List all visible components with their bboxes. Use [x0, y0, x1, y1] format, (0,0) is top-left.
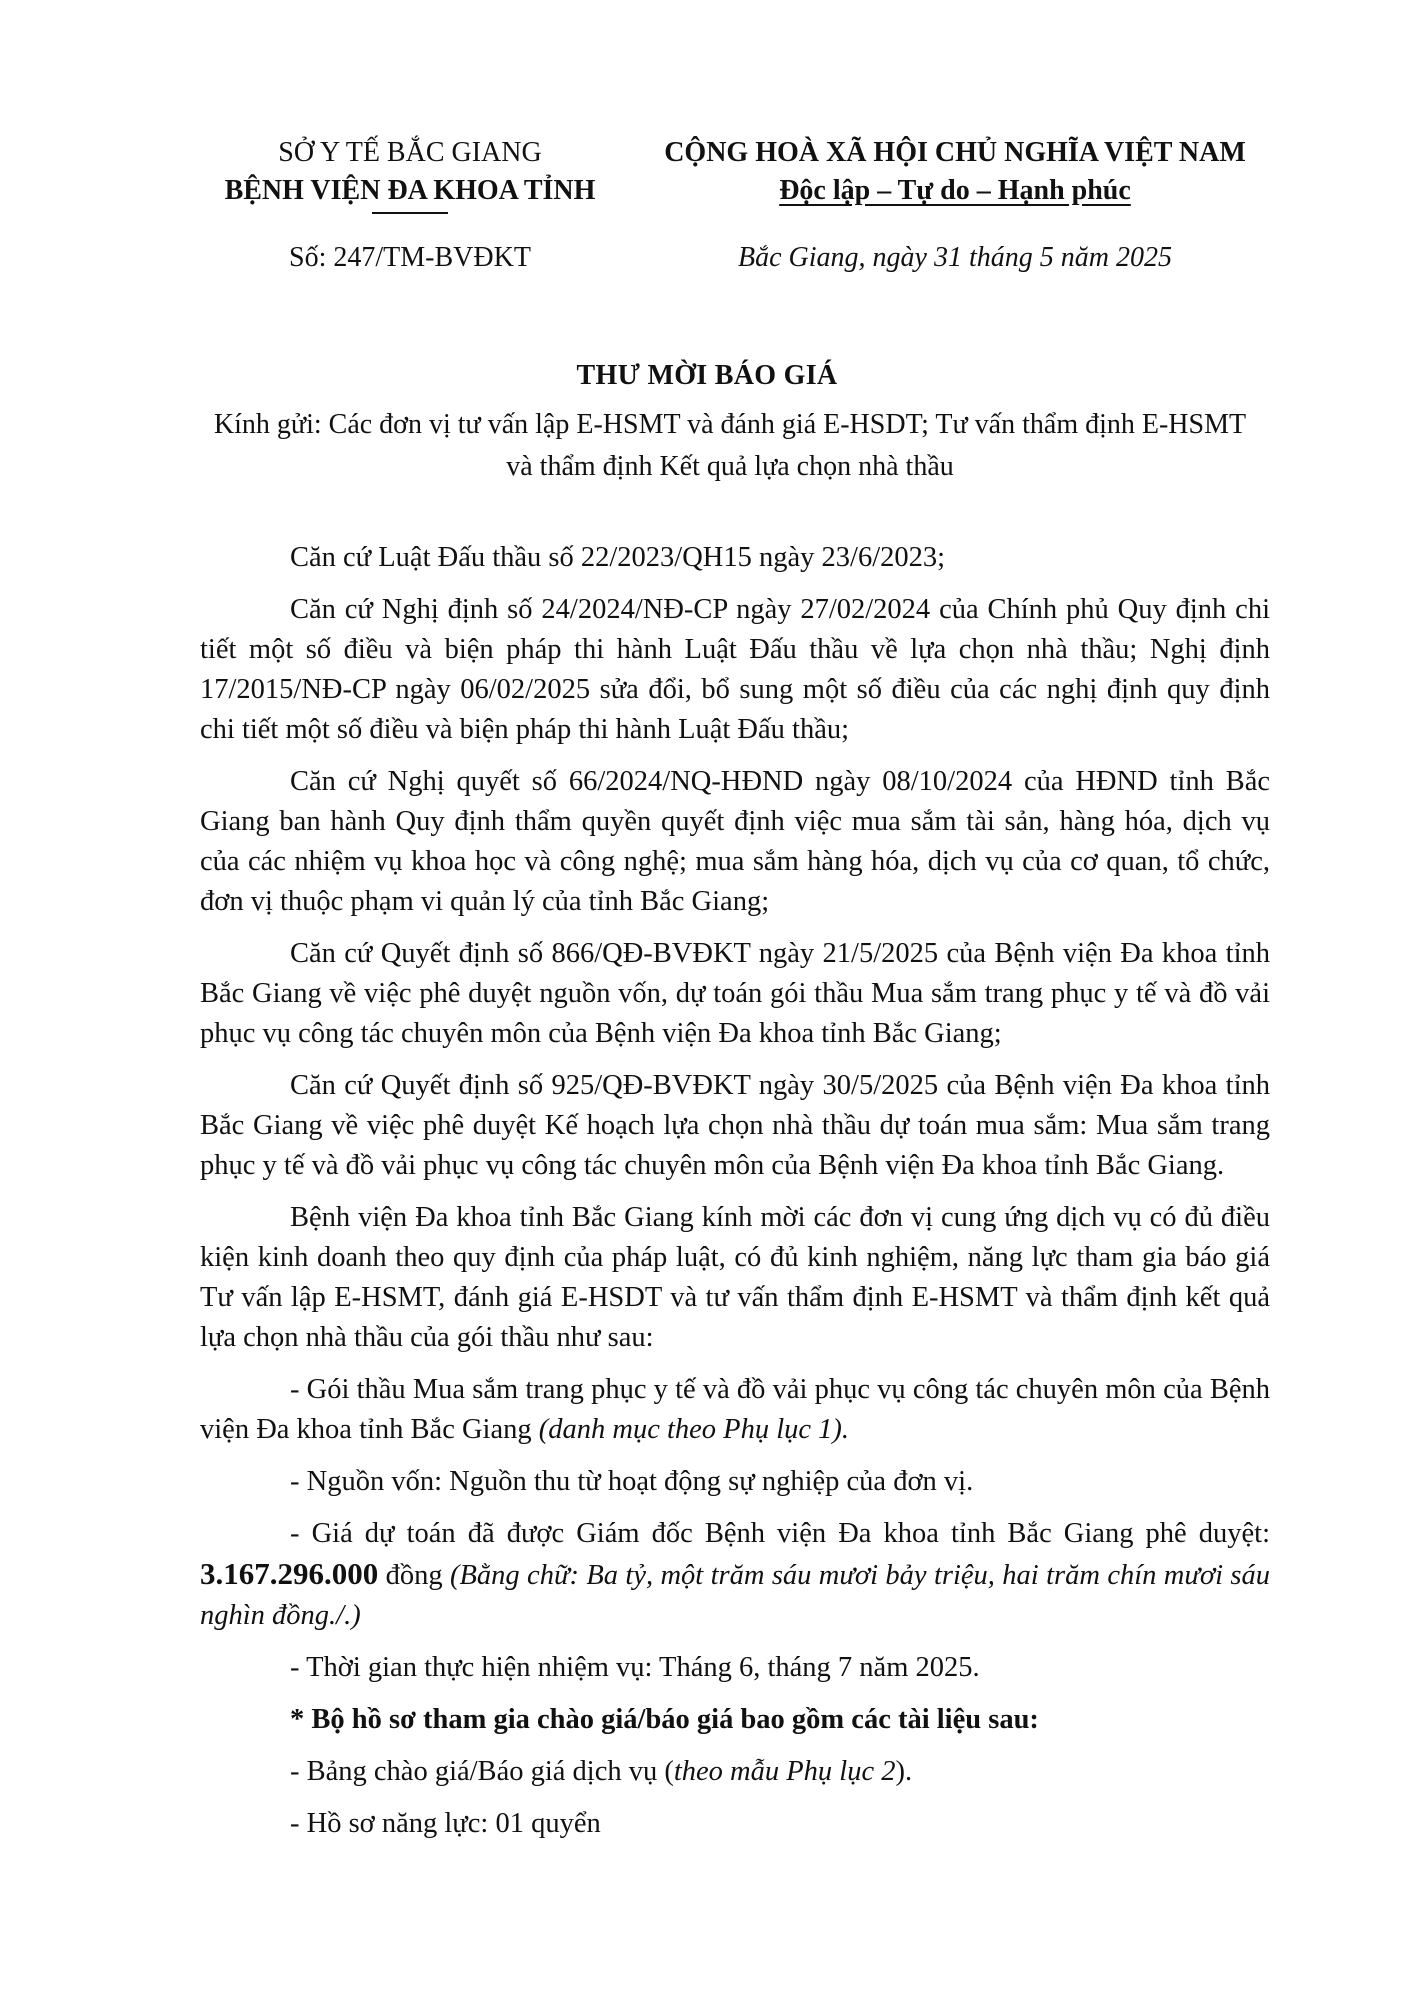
paragraph: Bệnh viện Đa khoa tỉnh Bắc Giang kính mời các đơn vị cung ứng dịch vụ có đủ điều kiện kinh doanh theo quy định của pháp luật, có đủ kinh nghiệm, năng lực tham gia báo giá Tư vấn lập E-HSMT, đánh giá E-HSDT và tư vấn thẩm định E-HSMT và thẩm định kết quả lựa chọn nhà thầu của gói thầu như sau:: [200, 1202, 1270, 1353]
paragraph: - Nguồn vốn: Nguồn thu từ hoạt động sự nghiệp của đơn vị.: [290, 1466, 974, 1497]
hospital-name: BỆNH VIỆN ĐA KHOA TỈNH: [224, 175, 596, 206]
paragraph: Căn cứ Quyết định số 925/QĐ-BVĐKT ngày 30/5/2025 của Bệnh viện Đa khoa tỉnh Bắc Giang về việc phê duyệt Kế hoạch lựa chọn nhà thầu dự toán mua sắm: Mua sắm trang phục y tế và đồ vải phục vụ công tác chuyên môn của Bệnh viện Đa khoa tỉnh Bắc Giang.: [200, 1070, 1270, 1181]
quote-template-note: theo mẫu Phụ lục 2: [673, 1756, 896, 1787]
quote-end: ).: [895, 1756, 913, 1787]
place-date: Bắc Giang, ngày 31 tháng 5 năm 2025: [738, 242, 1172, 273]
estimate-text: - Giá dự toán đã được Giám đốc Bệnh viện Đa khoa tỉnh Bắc Giang phê duyệt:: [290, 1518, 1270, 1549]
paragraph: Căn cứ Luật Đấu thầu số 22/2023/QH15 ngày 23/6/2023;: [290, 542, 946, 573]
paragraph: [200, 1514, 1270, 1636]
document-title: THƯ MỜI BÁO GIÁ: [576, 360, 838, 391]
national-motto: Độc lập – Tự do – Hạnh phúc: [779, 175, 1131, 206]
package-text: - Gói thầu Mua sắm trang phục y tế và đồ vải phục vụ công tác chuyên môn của Bệnh viện Đa khoa tỉnh Bắc Giang: [200, 1374, 1270, 1445]
issuer-block: [190, 134, 630, 214]
paragraph: - Thời gian thực hiện nhiệm vụ: Tháng 6, tháng 7 năm 2025.: [290, 1652, 980, 1683]
issuer-underline: [372, 212, 448, 214]
estimate-unit: đồng: [378, 1560, 451, 1591]
document-body: [200, 538, 1270, 1856]
dossier-heading: * Bộ hồ sơ tham gia chào giá/báo giá bao gồm các tài liệu sau:: [290, 1704, 1039, 1735]
paragraph: Căn cứ Nghị định số 24/2024/NĐ-CP ngày 27/02/2024 của Chính phủ Quy định chi tiết một số điều và biện pháp thi hành Luật Đấu thầu về lựa chọn nhà thầu; Nghị định 17/2015/NĐ-CP ngày 06/02/2025 sửa đổi, bổ sung một số điều của các nghị định quy định chi tiết một số điều và biện pháp thi hành Luật Đấu thầu;: [200, 594, 1270, 745]
document-number: Số: 247/TM-BVĐKT: [289, 242, 531, 273]
paragraph: Căn cứ Quyết định số 866/QĐ-BVĐKT ngày 21/5/2025 của Bệnh viện Đa khoa tỉnh Bắc Giang về việc phê duyệt nguồn vốn, dự toán gói thầu Mua sắm trang phục y tế và đồ vải phục vụ công tác chuyên môn của Bệnh viện Đa khoa tỉnh Bắc Giang;: [200, 938, 1270, 1049]
recipient-line: Kính gửi: Các đơn vị tư vấn lập E-HSMT và đánh giá E-HSDT; Tư vấn thẩm định E-HSMT và thẩm định Kết quả lựa chọn nhà thầu: [213, 409, 1247, 482]
nation-name: CỘNG HOÀ XÃ HỘI CHỦ NGHĨA VIỆT NAM: [664, 137, 1246, 168]
paragraph: - Hồ sơ năng lực: 01 quyển: [290, 1808, 601, 1839]
quote-text: - Bảng chào giá/Báo giá dịch vụ (: [290, 1756, 674, 1787]
package-appendix-note: (danh mục theo Phụ lục 1).: [538, 1414, 850, 1445]
department-name: SỞ Y TẾ BẮC GIANG: [278, 137, 542, 168]
estimate-in-words: (Bằng chữ: Ba tỷ, một trăm sáu mươi bảy triệu, hai trăm chín mươi sáu nghìn đồng./.): [200, 1560, 1270, 1631]
paragraph: [200, 1370, 1270, 1450]
paragraph: Căn cứ Nghị quyết số 66/2024/NQ-HĐND ngày 08/10/2024 của HĐND tỉnh Bắc Giang ban hành Quy định thẩm quyền quyết định việc mua sắm tài sản, hàng hóa, dịch vụ của các nhiệm vụ khoa học và công nghệ; mua sắm hàng hóa, dịch vụ của cơ quan, tổ chức, đơn vị thuộc phạm vi quản lý của tỉnh Bắc Giang;: [200, 766, 1270, 917]
national-heading: [630, 134, 1280, 210]
estimate-amount: 3.167.296.000: [200, 1556, 379, 1591]
paragraph: [200, 1752, 1270, 1792]
